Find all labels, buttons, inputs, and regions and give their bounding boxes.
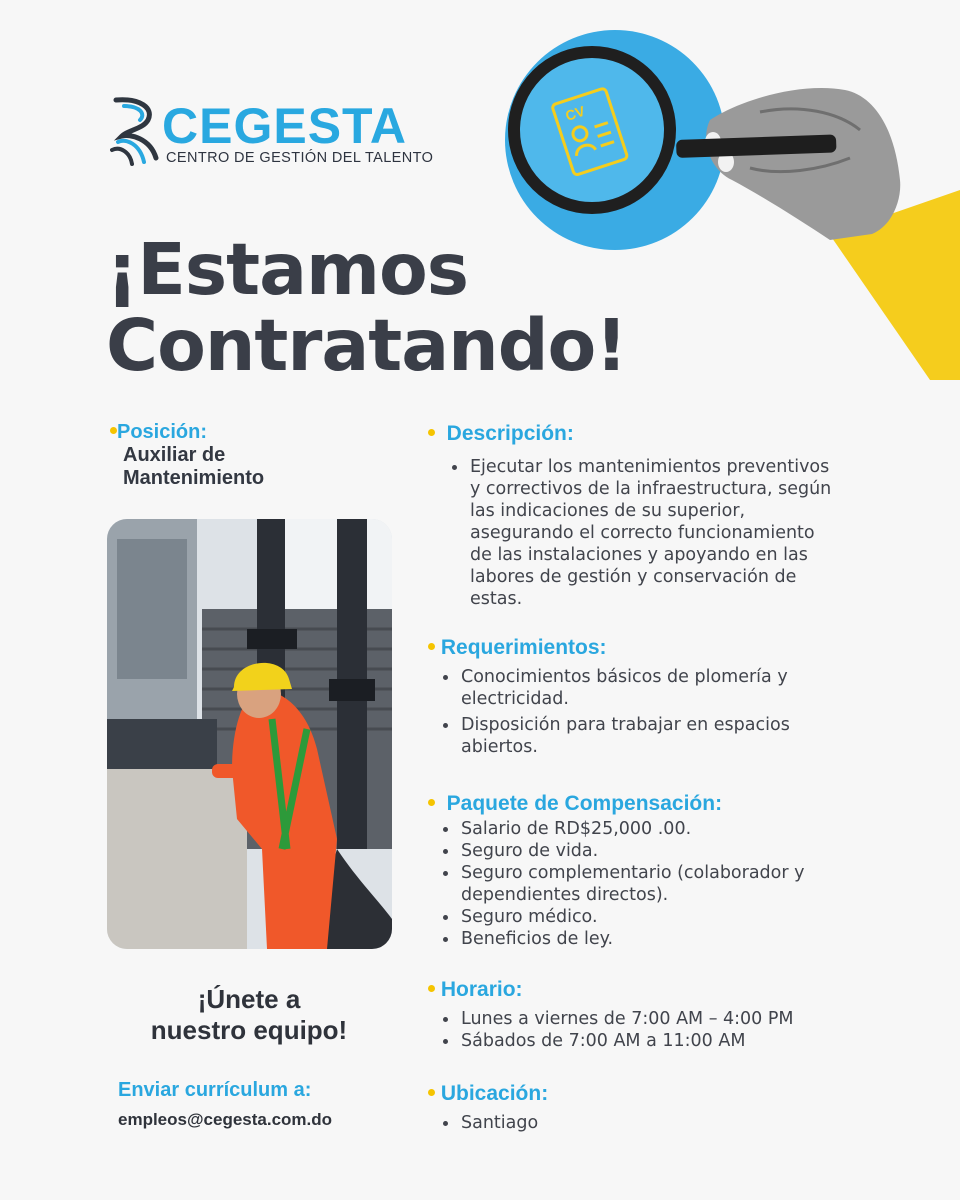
- requirements-list: [441, 666, 911, 758]
- bullet-dot-icon: [428, 1089, 435, 1096]
- compensation-title: Paquete de Compensación:: [446, 792, 723, 815]
- cv-label: CV: [563, 102, 587, 124]
- list-item: Santiago: [441, 1112, 911, 1134]
- brand-name: CEGESTA: [162, 98, 407, 154]
- requirements-heading: [428, 636, 607, 660]
- list-item: Salario de RD$25,000 .00.: [441, 818, 911, 840]
- location-heading: [428, 1082, 548, 1106]
- schedule-title: Horario:: [440, 978, 523, 1001]
- schedule-list: [441, 1008, 911, 1052]
- bullet-dot-icon: [428, 985, 435, 992]
- headline-line-1: ¡Estamos: [106, 228, 469, 311]
- send-cv-label: Enviar currículum a:: [118, 1079, 312, 1101]
- list-item: Sábados de 7:00 AM a 11:00 AM: [441, 1030, 911, 1052]
- position-label: Posición:: [117, 421, 208, 443]
- list-item: Lunes a viernes de 7:00 AM – 4:00 PM: [441, 1008, 911, 1030]
- list-item: Conocimientos básicos de plomería y electricidad.: [441, 666, 911, 710]
- cegesta-logo-icon: [110, 96, 162, 166]
- brand-tagline: CENTRO DE GESTIÓN DEL TALENTO: [166, 150, 434, 166]
- description-title: Descripción:: [446, 422, 574, 445]
- compensation-list: [441, 818, 911, 950]
- headline-line-2: Contratando!: [106, 304, 627, 387]
- join-team-text: [104, 984, 394, 1046]
- location-list: [441, 1112, 911, 1134]
- requirements-title: Requerimientos:: [440, 636, 607, 659]
- position-line-1: Auxiliar de: [123, 444, 226, 466]
- list-item: Disposición para trabajar en espacios abiertos.: [441, 714, 911, 758]
- list-item: Seguro médico.: [441, 906, 911, 928]
- worker-photo: [107, 519, 392, 949]
- list-item: Seguro complementario (colaborador y dependientes directos).: [441, 862, 911, 906]
- position-value: [123, 444, 264, 490]
- bullet-dot-icon: [428, 799, 435, 806]
- join-line-1: ¡Únete a: [197, 984, 301, 1014]
- compensation-heading: [428, 792, 722, 816]
- bullet-dot-icon: [110, 427, 117, 434]
- description-heading: [428, 422, 574, 446]
- email-link[interactable]: empleos@cegesta.com.do: [118, 1110, 333, 1129]
- description-block: [450, 456, 910, 610]
- list-item: Beneficios de ley.: [441, 928, 911, 950]
- position-heading: [110, 420, 207, 444]
- bullet-dot-icon: [428, 429, 435, 436]
- join-line-2: nuestro equipo!: [150, 1015, 348, 1045]
- description-text: Ejecutar los mantenimientos preventivos y correctivos de la infraestructura, según las indicaciones de su superior, asegurando el correcto funcionamiento de las instalaciones y apoyando en las labores de gestión y conservación de estas.: [450, 456, 910, 610]
- schedule-heading: [428, 978, 523, 1002]
- list-item: Seguro de vida.: [441, 840, 911, 862]
- location-title: Ubicación:: [440, 1082, 549, 1105]
- bullet-dot-icon: [428, 643, 435, 650]
- position-line-2: Mantenimiento: [123, 467, 265, 489]
